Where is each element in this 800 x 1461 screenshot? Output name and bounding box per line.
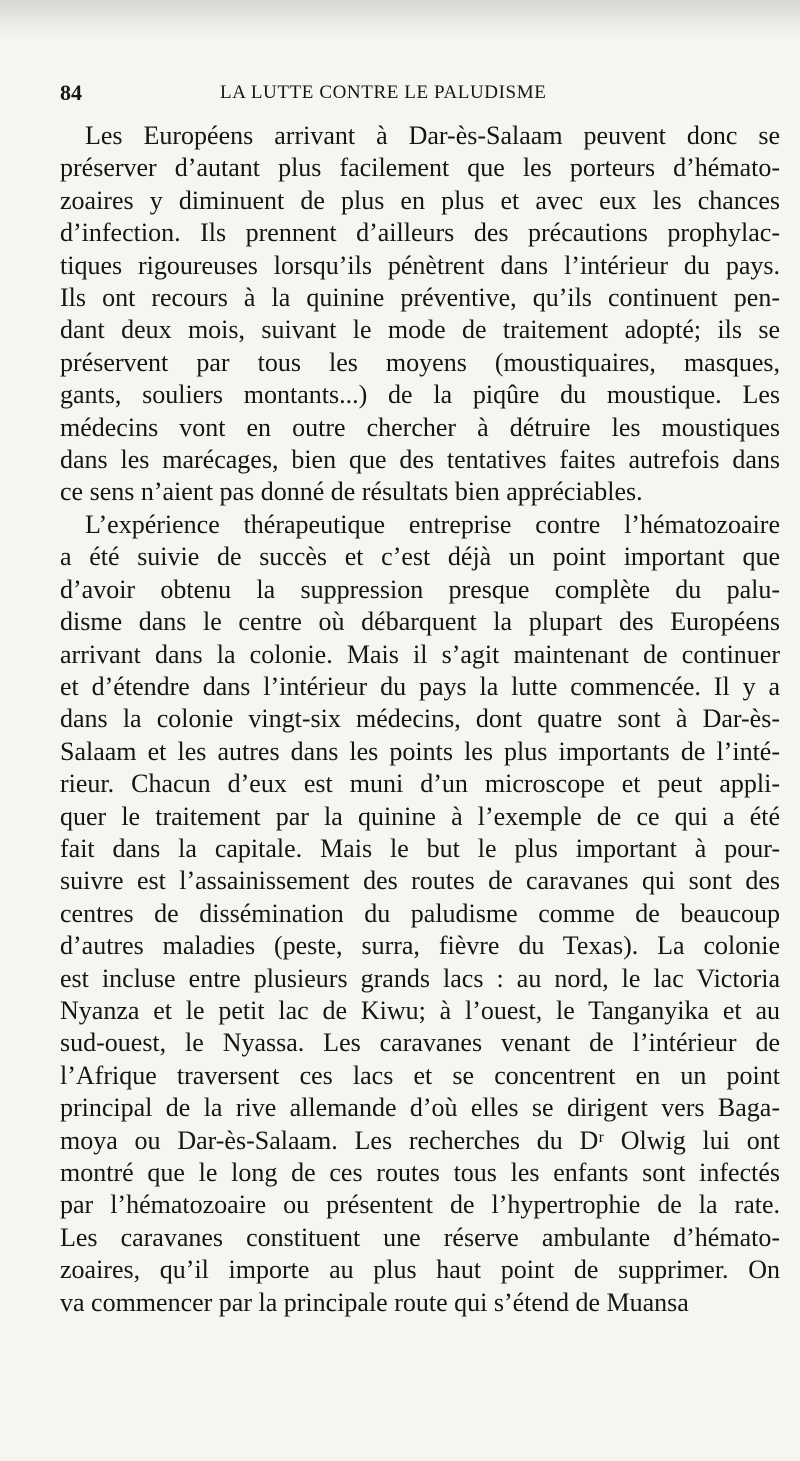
text-line: gants, souliers montants...) de la piqûre du moustique. Les [60, 380, 780, 410]
text-line: montré que le long de ces routes tous les enfants sont infectés [60, 1158, 780, 1187]
text-line: médecins vont en outre chercher à détruire les moustiques [60, 412, 780, 442]
text-line: arrivant dans la colonie. Mais il s’agit maintenant de continuer [60, 639, 780, 669]
text-line: l’Afrique traversent ces lacs et se concentrent en un point [60, 1060, 780, 1090]
text-line: dans les marécages, bien que des tentatives faites autrefois dans [60, 445, 780, 475]
text-line: disme dans le centre où débarquent la plupart des Européens [60, 607, 780, 637]
text-line: rieur. Chacun d’eux est muni d’un microscope et peut appli- [60, 769, 780, 799]
scan-edge-shadow [0, 0, 800, 40]
page-number: 84 [60, 80, 82, 105]
text-line: Salaam et les autres dans les points les plus importants de l’inté- [60, 736, 780, 766]
text-line: et d’étendre dans l’intérieur du pays la lutte commencée. Il y a [60, 671, 780, 701]
text-line: va commencer par la principale route qui s’étend de Muansa [60, 1287, 689, 1317]
text-line: a été suivie de succès et c’est déjà un point important que [60, 542, 780, 572]
text-line: d’avoir obtenu la suppression presque complète du palu- [60, 574, 780, 604]
page-header [60, 80, 780, 120]
text-line: d’autres maladies (peste, surra, fièvre du Texas). La colonie [60, 931, 780, 961]
text-line: sud-ouest, le Nyassa. Les caravanes venant de l’intérieur de [60, 1028, 780, 1058]
body-text [60, 120, 780, 1319]
text-line: suivre est l’assainissement des routes de caravanes qui sont des [60, 866, 780, 896]
text-line: Les Européens arrivant à Dar-ès-Salaam peuvent donc se [85, 121, 780, 150]
text-line: quer le traitement par la quinine à l’exemple de ce qui a été [60, 801, 780, 831]
text-line: moya ou Dar-ès-Salaam. Les recherches du Dʳ Olwig lui ont [60, 1125, 780, 1155]
text-line: préservent par tous les moyens (moustiquaires, masques, [60, 347, 780, 377]
text-line: est incluse entre plusieurs grands lacs : au nord, le lac Victoria [60, 963, 780, 993]
text-line: dans la colonie vingt-six médecins, dont quatre sont à Dar-ès- [60, 704, 780, 734]
text-line: centres de dissémination du paludisme comme de beaucoup [60, 898, 780, 928]
text-line: principal de la rive allemande d’où elles se dirigent vers Baga- [60, 1093, 780, 1123]
text-line: préserver d’autant plus facilement que les porteurs d’hémato- [60, 153, 780, 183]
running-title: LA LUTTE CONTRE LE PALUDISME [220, 82, 547, 103]
book-page [60, 80, 780, 1319]
text-line: ce sens n’aient pas donné de résultats bien appréciables. [60, 477, 643, 507]
text-line: par l’hématozoaire ou présentent de l’hypertrophie de la rate. [60, 1190, 780, 1220]
text-line: tiques rigoureuses lorsqu’ils pénètrent dans l’intérieur du pays. [60, 250, 780, 280]
text-line: L’expérience thérapeutique entreprise contre l’hématozoaire [85, 509, 780, 539]
text-line: Nyanza et le petit lac de Kiwu; à l’ouest, le Tanganyika et au [60, 995, 780, 1025]
text-line: Ils ont recours à la quinine préventive, qu’ils continuent pen- [60, 283, 780, 313]
text-line: fait dans la capitale. Mais le but le plus important à pour- [60, 833, 780, 863]
text-line: Les caravanes constituent une réserve ambulante d’hémato- [60, 1222, 780, 1252]
text-line: zoaires, qu’il importe au plus haut point de supprimer. On [60, 1255, 780, 1285]
text-line: dant deux mois, suivant le mode de traitement adopté; ils se [60, 315, 780, 345]
text-line: zoaires y diminuent de plus en plus et avec eux les chances [60, 185, 780, 215]
text-line: d’infection. Ils prennent d’ailleurs des précautions prophylac- [60, 218, 780, 248]
